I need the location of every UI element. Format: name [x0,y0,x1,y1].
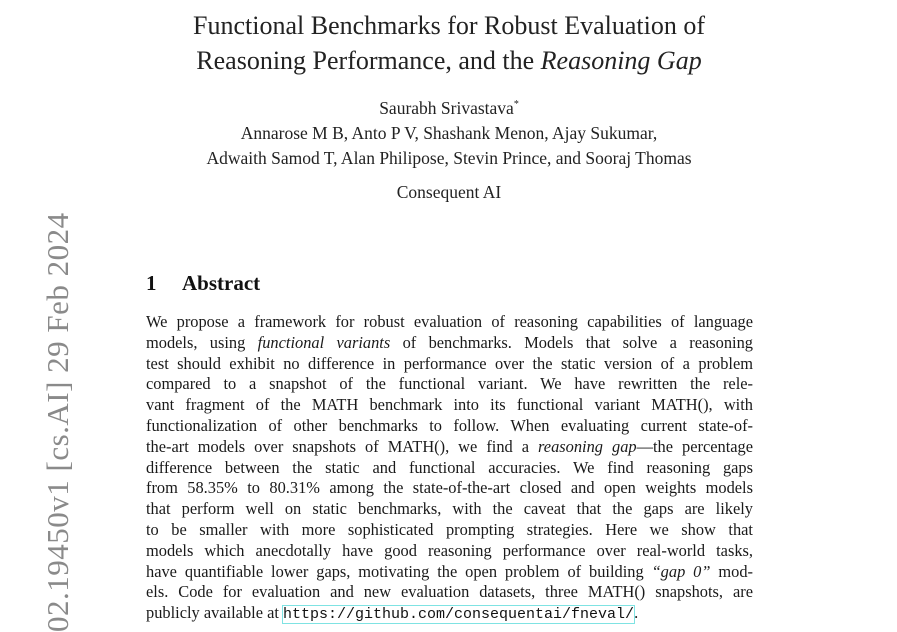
abstract-line: vant fragment of the MATH benchmark into its functional variant MATH(), with [146,395,753,415]
lead-author: Saurabh Srivastava [379,98,514,118]
abstract-line [146,437,753,458]
abstract-line: that perform well on static benchmarks, with the caveat that the gaps are likely [146,499,753,519]
arxiv-identifier-stamp [0,212,75,632]
github-repo-link[interactable]: https://github.com/consequentai/fneval/ [283,606,635,624]
abstract-text: of benchmarks. Models that solve a reasoning [390,332,753,352]
abstract-line: to be smaller with more sophisticated prompting strategies. Here we show that [146,519,753,539]
section-number: 1 [146,271,157,295]
abstract-line: We propose a framework for robust evaluation of reasoning capabilities of language [146,312,753,331]
title-line-2 [146,43,752,78]
abstract-text: the-art models over snapshots of MATH(), we find a [146,436,539,456]
abstract-line: compared to a snapshot of the functional variant. We have rewritten the rele- [146,374,753,394]
abstract-emphasis: functional variants [257,332,391,352]
abstract-emphasis: “gap 0” [651,561,711,581]
abstract-text: —the percentage [636,436,753,456]
title-line-2-italic: Reasoning Gap [540,46,702,75]
title-line-1: Functional Benchmarks for Robust Evaluation of [193,11,705,40]
abstract-line [146,562,753,583]
abstract-line: functionalization of other benchmarks to follow. When evaluating current state-of- [146,415,753,435]
author-line-1 [146,96,752,121]
abstract-line: els. Code for evaluation and new evaluation datasets, three MATH() snapshots, are [146,582,753,602]
affiliation: Consequent AI [396,182,502,202]
title-line-2-plain: Reasoning Performance, and the [196,46,541,75]
abstract-text: mod- [710,561,753,581]
abstract-text: . [634,603,639,623]
author-line-3: Adwaith Samod T, Alan Philipose, Stevin Prince, and Sooraj Thomas [206,148,692,168]
abstract-line: test should exhibit no difference in performance over the static version of a problem [146,353,753,373]
abstract-text: publicly available at [146,603,283,623]
author-footnote-mark: * [513,99,519,111]
paper-title [146,8,752,78]
abstract-line [146,333,753,354]
abstract-text: models, using [146,332,258,352]
author-line-2: Annarose M B, Anto P V, Shashank Menon, Ajay Sukumar, [240,123,658,143]
abstract-line: models which anecdotally have good reasoning performance over real-world tasks, [146,540,753,560]
abstract-body [146,312,753,624]
author-list [146,96,752,171]
abstract-line [146,603,753,624]
abstract-emphasis: reasoning gap [538,436,637,456]
section-title: Abstract [182,271,261,295]
abstract-line: from 58.35% to 80.31% among the state-of-the-art closed and open weights models [146,478,753,498]
section-heading [146,269,260,297]
arxiv-identifier-text: 02.19450v1 [cs.AI] 29 Feb 2024 [40,212,75,632]
abstract-text: have quantifiable lower gaps, motivating the open problem of building [146,561,652,581]
abstract-line: difference between the static and functional accuracies. We find reasoning gaps [146,457,753,477]
